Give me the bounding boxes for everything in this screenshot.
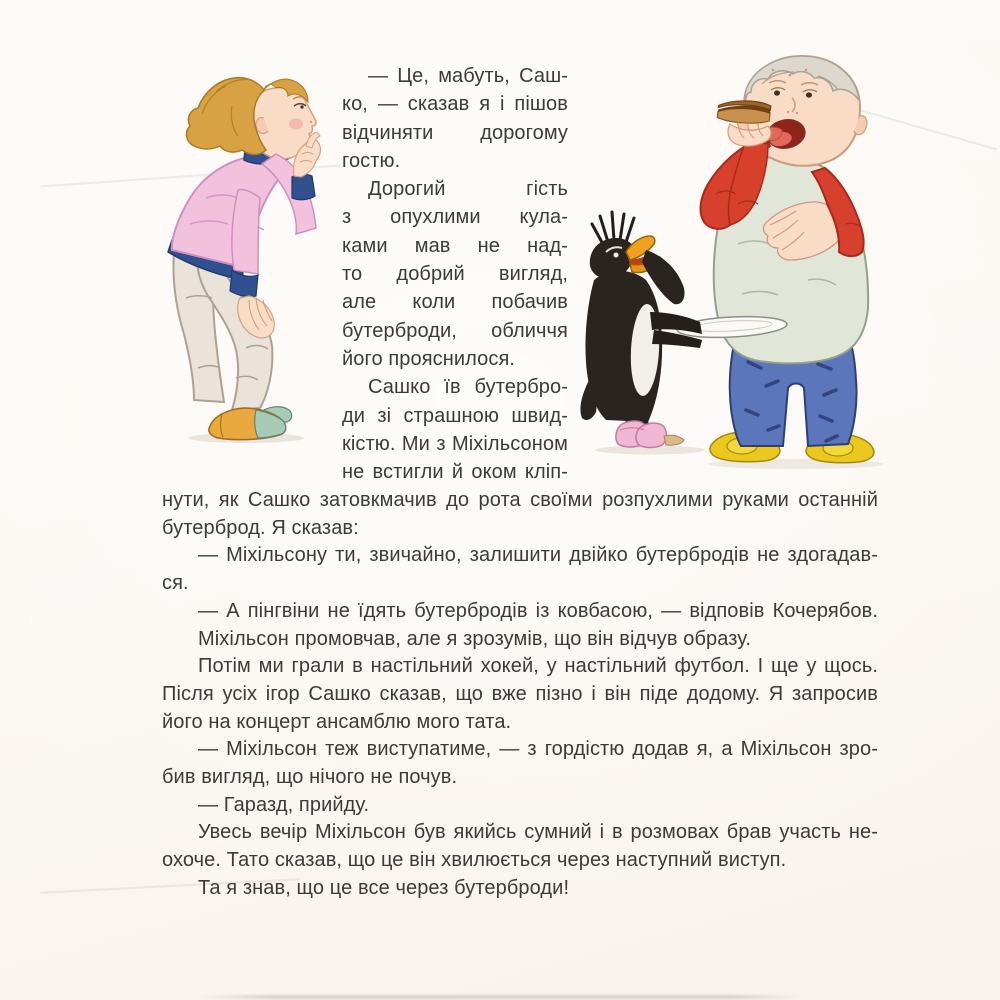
text-line: Міхільсон промовчав, але я зрозумів, що він відчув образу. xyxy=(198,627,752,650)
big-boy-hand-with-sandwich xyxy=(717,98,771,146)
text-line: бутерброд. Я сказав: xyxy=(162,516,359,539)
story-main xyxy=(162,487,878,903)
cheek-blush xyxy=(289,119,303,130)
text-line: його прояснилося. xyxy=(342,347,516,370)
text-line: Сашко їв бутербро- xyxy=(368,376,568,399)
text-line: ко, — сказав я і пішов xyxy=(342,93,568,116)
illustration-penguin xyxy=(570,208,815,463)
penguin-boots xyxy=(616,421,684,448)
text-line: але коли побачив xyxy=(342,291,568,314)
text-line: його на концерт ансамблю мого тата. xyxy=(162,710,512,733)
text-line: ками мав не над- xyxy=(342,234,568,257)
text-line: ди зі страшною швид- xyxy=(342,404,568,427)
text-line: то добрий вигляд, xyxy=(342,263,568,286)
text-line: — А пінгвіни не їдять бутербродів із ковбасою, — відповів Кочерябов. xyxy=(198,599,878,622)
text-line: Та я знав, що це все через бутерброди! xyxy=(198,876,570,899)
penguin-foot xyxy=(664,435,684,445)
thin-boy-slippers xyxy=(209,407,292,440)
penguin-eye xyxy=(614,253,619,258)
text-line: Після усіх ігор Сашко сказав, що вже пізно і він піде додому. Я запросив xyxy=(162,682,878,705)
penguin-tail xyxy=(580,378,596,420)
text-line: гостю. xyxy=(342,149,401,172)
text-line: відчиняти дорогому xyxy=(342,121,568,144)
text-line: не встигли й оком кліп- xyxy=(342,461,568,484)
text-line: нути, як Сашко затовкмачив до рота своїми розпухлими руками останній xyxy=(162,489,878,511)
text-line: ся. xyxy=(162,572,189,595)
text-line: — Міхільсон теж виступатиме, — з гордістю додав я, а Міхільсон зро- xyxy=(198,738,878,761)
text-line: Потім ми грали в настільний хокей, у настільний футбол. І ще у щось. xyxy=(198,655,878,678)
text-line: — Гаразд, прийду. xyxy=(198,793,370,816)
text-line: — Це, мабуть, Саш- xyxy=(368,65,568,87)
text-line: бутерброди, обличчя xyxy=(342,319,568,342)
story-column xyxy=(342,62,568,486)
text-line: бив вигляд, що нічого не почув. xyxy=(162,766,458,789)
text-line: Увесь вечір Міхільсон був якийсь сумний і в розмовах брав участь не- xyxy=(198,821,878,844)
text-line: — Міхільсону ти, звичайно, залишити двійко бутербродів не здогадав- xyxy=(198,544,878,567)
text-line: Дорогий гість xyxy=(368,178,568,201)
text-line: охоче. Тато сказав, що це він хвилюється через наступний виступ. xyxy=(162,849,787,872)
text-line: кістю. Ми з Міхільсоном xyxy=(342,432,568,455)
page-bottom-edge xyxy=(200,995,800,999)
text-line: з опухлими кула- xyxy=(342,206,568,229)
